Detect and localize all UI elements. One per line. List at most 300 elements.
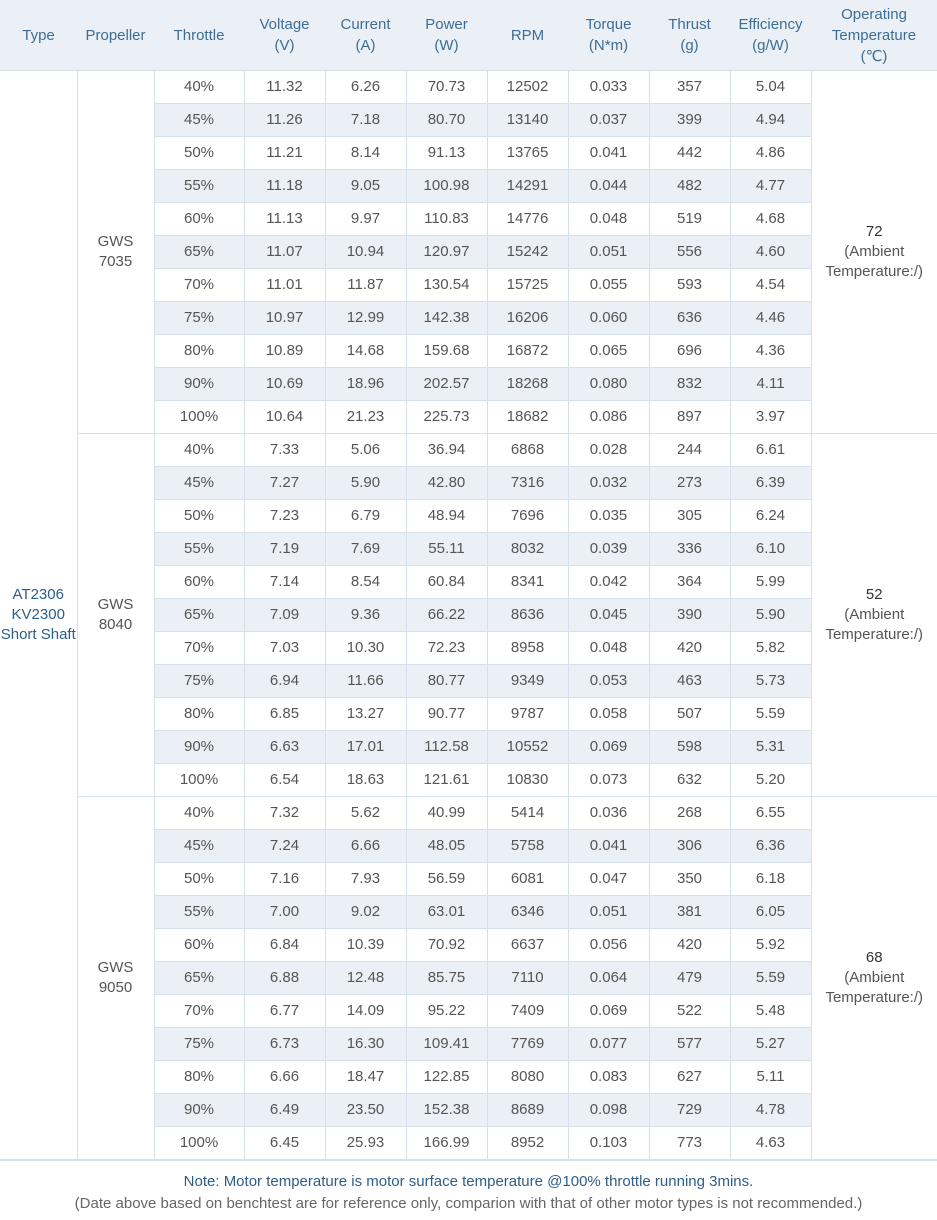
current-cell: 14.09 xyxy=(325,995,406,1028)
throttle-cell: 45% xyxy=(154,467,244,500)
thrust-cell: 244 xyxy=(649,434,730,467)
power-cell: 91.13 xyxy=(406,137,487,170)
rpm-cell: 16872 xyxy=(487,335,568,368)
current-cell: 13.27 xyxy=(325,698,406,731)
current-cell: 7.18 xyxy=(325,104,406,137)
ambient-label: (Ambient xyxy=(844,969,905,986)
efficiency-cell: 4.86 xyxy=(730,137,811,170)
rpm-cell: 18682 xyxy=(487,401,568,434)
power-cell: 202.57 xyxy=(406,368,487,401)
voltage-cell: 7.19 xyxy=(244,533,325,566)
voltage-cell: 6.73 xyxy=(244,1028,325,1061)
power-cell: 122.85 xyxy=(406,1061,487,1094)
current-cell: 12.48 xyxy=(325,962,406,995)
power-cell: 70.73 xyxy=(406,71,487,104)
throttle-cell: 65% xyxy=(154,599,244,632)
voltage-cell: 7.27 xyxy=(244,467,325,500)
efficiency-cell: 4.63 xyxy=(730,1127,811,1160)
current-cell: 10.39 xyxy=(325,929,406,962)
header-temperature: Operating Temperature (℃) xyxy=(811,0,937,71)
efficiency-cell: 5.48 xyxy=(730,995,811,1028)
footnote-line-1: Note: Motor temperature is motor surface temperature @100% throttle running 3mins. xyxy=(183,1173,754,1190)
current-cell: 23.50 xyxy=(325,1094,406,1127)
efficiency-cell: 6.18 xyxy=(730,863,811,896)
rpm-cell: 13140 xyxy=(487,104,568,137)
rpm-cell: 8952 xyxy=(487,1127,568,1160)
footnote-line-2: (Date above based on benchtest are for reference only, comparion with that of other motor types is not recommended.) xyxy=(74,1195,863,1212)
header-voltage: Voltage (V) xyxy=(244,0,325,71)
ambient-label: Temperature:/) xyxy=(825,263,924,280)
rpm-cell: 8958 xyxy=(487,632,568,665)
ambient-label: Temperature:/) xyxy=(825,989,924,1006)
current-cell: 6.26 xyxy=(325,71,406,104)
throttle-cell: 100% xyxy=(154,1127,244,1160)
torque-cell: 0.032 xyxy=(568,467,649,500)
voltage-cell: 11.13 xyxy=(244,203,325,236)
torque-cell: 0.035 xyxy=(568,500,649,533)
thrust-cell: 268 xyxy=(649,797,730,830)
rpm-cell: 5414 xyxy=(487,797,568,830)
rpm-cell: 8032 xyxy=(487,533,568,566)
efficiency-cell: 5.59 xyxy=(730,962,811,995)
thrust-cell: 420 xyxy=(649,632,730,665)
efficiency-cell: 4.77 xyxy=(730,170,811,203)
propeller-model: 9050 xyxy=(98,979,133,996)
voltage-cell: 11.07 xyxy=(244,236,325,269)
power-cell: 120.97 xyxy=(406,236,487,269)
thrust-cell: 632 xyxy=(649,764,730,797)
thrust-cell: 507 xyxy=(649,698,730,731)
torque-cell: 0.058 xyxy=(568,698,649,731)
current-cell: 11.87 xyxy=(325,269,406,302)
efficiency-cell: 4.54 xyxy=(730,269,811,302)
efficiency-cell: 6.36 xyxy=(730,830,811,863)
thrust-cell: 357 xyxy=(649,71,730,104)
rpm-cell: 6081 xyxy=(487,863,568,896)
current-cell: 18.96 xyxy=(325,368,406,401)
torque-cell: 0.047 xyxy=(568,863,649,896)
propeller-model: 7035 xyxy=(98,253,133,270)
torque-cell: 0.080 xyxy=(568,368,649,401)
rpm-cell: 18268 xyxy=(487,368,568,401)
torque-cell: 0.064 xyxy=(568,962,649,995)
table-body xyxy=(0,71,937,1160)
throttle-cell: 40% xyxy=(154,797,244,830)
rpm-cell: 6346 xyxy=(487,896,568,929)
rpm-cell: 6637 xyxy=(487,929,568,962)
voltage-cell: 6.66 xyxy=(244,1061,325,1094)
voltage-cell: 6.88 xyxy=(244,962,325,995)
voltage-cell: 6.45 xyxy=(244,1127,325,1160)
current-cell: 16.30 xyxy=(325,1028,406,1061)
thrust-cell: 729 xyxy=(649,1094,730,1127)
efficiency-cell: 6.39 xyxy=(730,467,811,500)
thrust-cell: 627 xyxy=(649,1061,730,1094)
thrust-cell: 306 xyxy=(649,830,730,863)
power-cell: 121.61 xyxy=(406,764,487,797)
efficiency-cell: 6.55 xyxy=(730,797,811,830)
current-cell: 9.02 xyxy=(325,896,406,929)
torque-cell: 0.036 xyxy=(568,797,649,830)
power-cell: 130.54 xyxy=(406,269,487,302)
torque-cell: 0.045 xyxy=(568,599,649,632)
voltage-cell: 6.54 xyxy=(244,764,325,797)
power-cell: 60.84 xyxy=(406,566,487,599)
thrust-cell: 519 xyxy=(649,203,730,236)
efficiency-cell: 5.99 xyxy=(730,566,811,599)
voltage-cell: 10.69 xyxy=(244,368,325,401)
voltage-cell: 7.14 xyxy=(244,566,325,599)
throttle-cell: 80% xyxy=(154,1061,244,1094)
thrust-cell: 442 xyxy=(649,137,730,170)
power-cell: 66.22 xyxy=(406,599,487,632)
rpm-cell: 14776 xyxy=(487,203,568,236)
rpm-cell: 8636 xyxy=(487,599,568,632)
efficiency-cell: 5.90 xyxy=(730,599,811,632)
efficiency-cell: 5.92 xyxy=(730,929,811,962)
thrust-cell: 522 xyxy=(649,995,730,1028)
torque-cell: 0.033 xyxy=(568,71,649,104)
temperature-value: 68 xyxy=(865,949,883,966)
rpm-cell: 7409 xyxy=(487,995,568,1028)
voltage-cell: 11.26 xyxy=(244,104,325,137)
ambient-label: (Ambient xyxy=(844,606,905,623)
voltage-cell: 6.94 xyxy=(244,665,325,698)
current-cell: 5.62 xyxy=(325,797,406,830)
torque-cell: 0.042 xyxy=(568,566,649,599)
voltage-cell: 7.23 xyxy=(244,500,325,533)
current-cell: 9.05 xyxy=(325,170,406,203)
throttle-cell: 55% xyxy=(154,533,244,566)
propeller-cell xyxy=(77,71,154,434)
thrust-cell: 577 xyxy=(649,1028,730,1061)
thrust-cell: 636 xyxy=(649,302,730,335)
torque-cell: 0.056 xyxy=(568,929,649,962)
power-cell: 159.68 xyxy=(406,335,487,368)
voltage-cell: 11.01 xyxy=(244,269,325,302)
efficiency-cell: 4.36 xyxy=(730,335,811,368)
rpm-cell: 7316 xyxy=(487,467,568,500)
thrust-cell: 598 xyxy=(649,731,730,764)
header-torque: Torque (N*m) xyxy=(568,0,649,71)
rpm-cell: 5758 xyxy=(487,830,568,863)
torque-cell: 0.086 xyxy=(568,401,649,434)
throttle-cell: 75% xyxy=(154,1028,244,1061)
voltage-cell: 6.84 xyxy=(244,929,325,962)
voltage-cell: 7.24 xyxy=(244,830,325,863)
efficiency-cell: 4.60 xyxy=(730,236,811,269)
thrust-cell: 364 xyxy=(649,566,730,599)
efficiency-cell: 5.82 xyxy=(730,632,811,665)
power-cell: 70.92 xyxy=(406,929,487,962)
current-cell: 5.06 xyxy=(325,434,406,467)
header-propeller: Propeller xyxy=(77,0,154,71)
efficiency-cell: 4.46 xyxy=(730,302,811,335)
torque-cell: 0.039 xyxy=(568,533,649,566)
torque-cell: 0.060 xyxy=(568,302,649,335)
power-cell: 72.23 xyxy=(406,632,487,665)
current-cell: 25.93 xyxy=(325,1127,406,1160)
voltage-cell: 11.32 xyxy=(244,71,325,104)
thrust-cell: 336 xyxy=(649,533,730,566)
efficiency-cell: 5.20 xyxy=(730,764,811,797)
thrust-cell: 593 xyxy=(649,269,730,302)
thrust-cell: 897 xyxy=(649,401,730,434)
voltage-cell: 7.03 xyxy=(244,632,325,665)
voltage-cell: 7.09 xyxy=(244,599,325,632)
thrust-cell: 556 xyxy=(649,236,730,269)
power-cell: 85.75 xyxy=(406,962,487,995)
torque-cell: 0.028 xyxy=(568,434,649,467)
power-cell: 100.98 xyxy=(406,170,487,203)
rpm-cell: 8689 xyxy=(487,1094,568,1127)
current-cell: 21.23 xyxy=(325,401,406,434)
header-thrust: Thrust (g) xyxy=(649,0,730,71)
current-cell: 7.93 xyxy=(325,863,406,896)
header-throttle: Throttle xyxy=(154,0,244,71)
throttle-cell: 70% xyxy=(154,269,244,302)
operating-temperature-cell xyxy=(811,797,937,1160)
thrust-cell: 399 xyxy=(649,104,730,137)
throttle-cell: 75% xyxy=(154,302,244,335)
power-cell: 42.80 xyxy=(406,467,487,500)
voltage-cell: 10.64 xyxy=(244,401,325,434)
current-cell: 8.14 xyxy=(325,137,406,170)
throttle-cell: 50% xyxy=(154,137,244,170)
thrust-cell: 463 xyxy=(649,665,730,698)
rpm-cell: 8341 xyxy=(487,566,568,599)
thrust-cell: 273 xyxy=(649,467,730,500)
efficiency-cell: 6.61 xyxy=(730,434,811,467)
efficiency-cell: 4.78 xyxy=(730,1094,811,1127)
power-cell: 90.77 xyxy=(406,698,487,731)
efficiency-cell: 3.97 xyxy=(730,401,811,434)
thrust-cell: 479 xyxy=(649,962,730,995)
current-cell: 9.97 xyxy=(325,203,406,236)
throttle-cell: 50% xyxy=(154,500,244,533)
thrust-cell: 420 xyxy=(649,929,730,962)
throttle-cell: 75% xyxy=(154,665,244,698)
header-type: Type xyxy=(0,0,77,71)
power-cell: 112.58 xyxy=(406,731,487,764)
throttle-cell: 65% xyxy=(154,962,244,995)
current-cell: 11.66 xyxy=(325,665,406,698)
current-cell: 8.54 xyxy=(325,566,406,599)
voltage-cell: 11.21 xyxy=(244,137,325,170)
rpm-cell: 16206 xyxy=(487,302,568,335)
efficiency-cell: 5.31 xyxy=(730,731,811,764)
current-cell: 9.36 xyxy=(325,599,406,632)
throttle-cell: 45% xyxy=(154,104,244,137)
voltage-cell: 6.63 xyxy=(244,731,325,764)
throttle-cell: 90% xyxy=(154,731,244,764)
throttle-cell: 70% xyxy=(154,632,244,665)
torque-cell: 0.069 xyxy=(568,995,649,1028)
throttle-cell: 55% xyxy=(154,896,244,929)
power-cell: 142.38 xyxy=(406,302,487,335)
torque-cell: 0.055 xyxy=(568,269,649,302)
motor-type-line: AT2306 xyxy=(12,586,64,603)
header-rpm: RPM xyxy=(487,0,568,71)
torque-cell: 0.048 xyxy=(568,632,649,665)
torque-cell: 0.041 xyxy=(568,830,649,863)
voltage-cell: 6.77 xyxy=(244,995,325,1028)
power-cell: 95.22 xyxy=(406,995,487,1028)
propeller-brand: GWS xyxy=(97,233,134,250)
thrust-cell: 696 xyxy=(649,335,730,368)
propeller-brand: GWS xyxy=(97,959,134,976)
torque-cell: 0.037 xyxy=(568,104,649,137)
temperature-value: 52 xyxy=(865,586,883,603)
power-cell: 48.05 xyxy=(406,830,487,863)
efficiency-cell: 5.04 xyxy=(730,71,811,104)
torque-cell: 0.077 xyxy=(568,1028,649,1061)
propeller-cell xyxy=(77,434,154,797)
voltage-cell: 10.97 xyxy=(244,302,325,335)
rpm-cell: 7696 xyxy=(487,500,568,533)
throttle-cell: 55% xyxy=(154,170,244,203)
voltage-cell: 7.33 xyxy=(244,434,325,467)
throttle-cell: 70% xyxy=(154,995,244,1028)
power-cell: 80.70 xyxy=(406,104,487,137)
current-cell: 12.99 xyxy=(325,302,406,335)
throttle-cell: 50% xyxy=(154,863,244,896)
power-cell: 225.73 xyxy=(406,401,487,434)
efficiency-cell: 4.11 xyxy=(730,368,811,401)
motor-type-cell xyxy=(0,71,77,1160)
efficiency-cell: 5.27 xyxy=(730,1028,811,1061)
power-cell: 110.83 xyxy=(406,203,487,236)
efficiency-cell: 4.68 xyxy=(730,203,811,236)
torque-cell: 0.044 xyxy=(568,170,649,203)
current-cell: 5.90 xyxy=(325,467,406,500)
rpm-cell: 9349 xyxy=(487,665,568,698)
throttle-cell: 80% xyxy=(154,698,244,731)
voltage-cell: 7.16 xyxy=(244,863,325,896)
throttle-cell: 90% xyxy=(154,1094,244,1127)
header-power: Power (W) xyxy=(406,0,487,71)
ambient-label: Temperature:/) xyxy=(825,626,924,643)
voltage-cell: 11.18 xyxy=(244,170,325,203)
torque-cell: 0.073 xyxy=(568,764,649,797)
rpm-cell: 10552 xyxy=(487,731,568,764)
efficiency-cell: 5.11 xyxy=(730,1061,811,1094)
propeller-cell xyxy=(77,797,154,1160)
rpm-cell: 10830 xyxy=(487,764,568,797)
temperature-value: 72 xyxy=(865,223,883,240)
power-cell: 109.41 xyxy=(406,1028,487,1061)
throttle-cell: 40% xyxy=(154,434,244,467)
rpm-cell: 7769 xyxy=(487,1028,568,1061)
current-cell: 6.79 xyxy=(325,500,406,533)
throttle-cell: 100% xyxy=(154,401,244,434)
header-efficiency: Efficiency (g/W) xyxy=(730,0,811,71)
torque-cell: 0.065 xyxy=(568,335,649,368)
efficiency-cell: 5.73 xyxy=(730,665,811,698)
current-cell: 18.47 xyxy=(325,1061,406,1094)
current-cell: 7.69 xyxy=(325,533,406,566)
power-cell: 40.99 xyxy=(406,797,487,830)
efficiency-cell: 4.94 xyxy=(730,104,811,137)
thrust-cell: 773 xyxy=(649,1127,730,1160)
torque-cell: 0.069 xyxy=(568,731,649,764)
throttle-cell: 60% xyxy=(154,203,244,236)
voltage-cell: 6.85 xyxy=(244,698,325,731)
current-cell: 17.01 xyxy=(325,731,406,764)
table-row xyxy=(0,71,937,104)
torque-cell: 0.051 xyxy=(568,236,649,269)
rpm-cell: 13765 xyxy=(487,137,568,170)
throttle-cell: 100% xyxy=(154,764,244,797)
throttle-cell: 80% xyxy=(154,335,244,368)
table-header-row xyxy=(0,0,937,71)
thrust-cell: 305 xyxy=(649,500,730,533)
torque-cell: 0.098 xyxy=(568,1094,649,1127)
motor-type-line: Short Shaft xyxy=(0,626,76,643)
power-cell: 56.59 xyxy=(406,863,487,896)
rpm-cell: 7110 xyxy=(487,962,568,995)
footnote xyxy=(0,1160,937,1215)
torque-cell: 0.103 xyxy=(568,1127,649,1160)
torque-cell: 0.048 xyxy=(568,203,649,236)
throttle-cell: 65% xyxy=(154,236,244,269)
thrust-cell: 350 xyxy=(649,863,730,896)
throttle-cell: 45% xyxy=(154,830,244,863)
propeller-brand: GWS xyxy=(97,596,134,613)
current-cell: 14.68 xyxy=(325,335,406,368)
torque-cell: 0.041 xyxy=(568,137,649,170)
rpm-cell: 8080 xyxy=(487,1061,568,1094)
power-cell: 63.01 xyxy=(406,896,487,929)
voltage-cell: 10.89 xyxy=(244,335,325,368)
table-row xyxy=(0,797,937,830)
rpm-cell: 6868 xyxy=(487,434,568,467)
propeller-model: 8040 xyxy=(98,616,133,633)
power-cell: 55.11 xyxy=(406,533,487,566)
efficiency-cell: 6.05 xyxy=(730,896,811,929)
current-cell: 6.66 xyxy=(325,830,406,863)
voltage-cell: 6.49 xyxy=(244,1094,325,1127)
rpm-cell: 15725 xyxy=(487,269,568,302)
header-current: Current (A) xyxy=(325,0,406,71)
throttle-cell: 40% xyxy=(154,71,244,104)
ambient-label: (Ambient xyxy=(844,243,905,260)
voltage-cell: 7.32 xyxy=(244,797,325,830)
thrust-cell: 390 xyxy=(649,599,730,632)
power-cell: 80.77 xyxy=(406,665,487,698)
efficiency-cell: 5.59 xyxy=(730,698,811,731)
table-row xyxy=(0,434,937,467)
motor-type-line: KV2300 xyxy=(11,606,65,623)
current-cell: 18.63 xyxy=(325,764,406,797)
rpm-cell: 9787 xyxy=(487,698,568,731)
thrust-cell: 482 xyxy=(649,170,730,203)
rpm-cell: 12502 xyxy=(487,71,568,104)
throttle-cell: 90% xyxy=(154,368,244,401)
power-cell: 152.38 xyxy=(406,1094,487,1127)
operating-temperature-cell xyxy=(811,434,937,797)
torque-cell: 0.083 xyxy=(568,1061,649,1094)
current-cell: 10.94 xyxy=(325,236,406,269)
power-cell: 36.94 xyxy=(406,434,487,467)
rpm-cell: 15242 xyxy=(487,236,568,269)
throttle-cell: 60% xyxy=(154,929,244,962)
thrust-cell: 381 xyxy=(649,896,730,929)
power-cell: 48.94 xyxy=(406,500,487,533)
efficiency-cell: 6.10 xyxy=(730,533,811,566)
thrust-cell: 832 xyxy=(649,368,730,401)
efficiency-cell: 6.24 xyxy=(730,500,811,533)
